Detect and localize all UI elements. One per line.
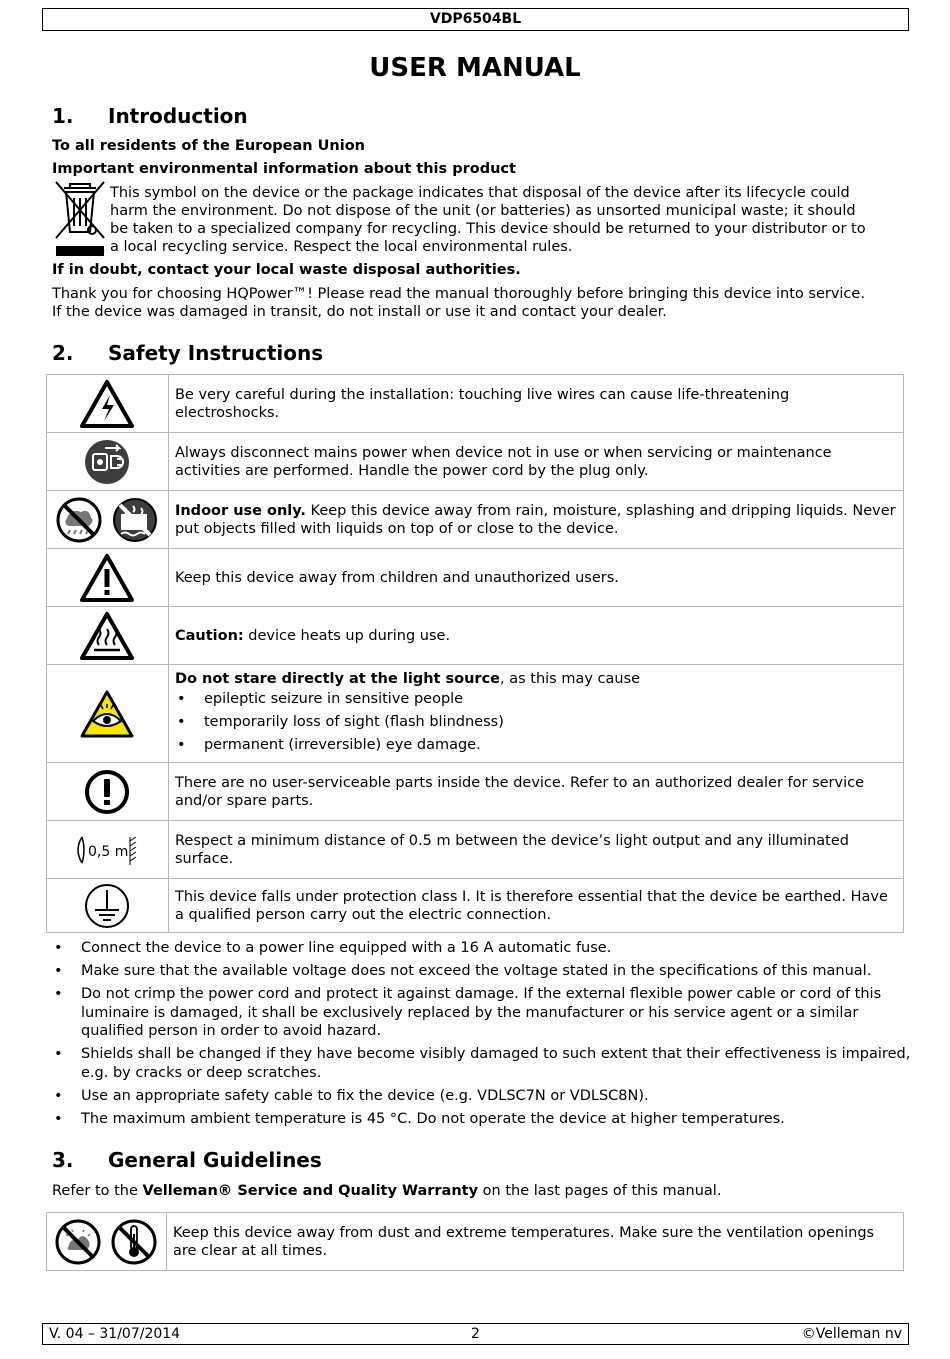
guideline-text: Keep this device away from dust and extreme temperatures. Make sure the ventilation openings are clear at all times. — [166, 1213, 903, 1271]
unplug-icon — [47, 433, 169, 491]
guideline-row — [47, 1213, 904, 1271]
safety-table — [46, 374, 904, 933]
safety-text: There are no user-serviceable parts inside the device. Refer to an authorized dealer for service and/or spare parts. — [168, 763, 903, 821]
safety-bullets — [52, 939, 912, 1128]
list-item: • temporarily loss of sight (flash blindness) — [175, 711, 897, 734]
env-heading: Important environmental information about this product — [52, 161, 516, 177]
safety-text: Always disconnect mains power when device not in use or when servicing or maintenance activities are performed. Handle the power cord by the plug only. — [168, 433, 903, 491]
list-item: • Do not crimp the power cord and protect it against damage. If the external flexible power cable or cord of this luminaire is damaged, it shall be exclusively replaced by the manufacturer or his service agent or a similar qualified person in order to avoid hazard. — [52, 985, 912, 1041]
distance-icon — [47, 821, 169, 879]
no-dust-no-heat-icon — [47, 1213, 167, 1271]
safety-text: Do not stare directly at the light source, as this may cause • epileptic seizure in sensitive people • temporarily loss of sight (flash blindness) • permanent (irreversible) eye damage. — [168, 665, 903, 763]
safety-row — [47, 665, 904, 763]
list-item: • The maximum ambient temperature is 45 °C. Do not operate the device at higher temperatures. — [52, 1110, 912, 1129]
safety-row — [47, 375, 904, 433]
indoor-use-icon — [47, 491, 169, 549]
earth-ground-icon — [47, 879, 169, 933]
list-item: • permanent (irreversible) eye damage. — [175, 734, 897, 757]
section-1-heading: 1. Introduction — [52, 104, 248, 128]
safety-row — [47, 549, 904, 607]
document-footer — [42, 1323, 909, 1345]
safety-text: Respect a minimum distance of 0.5 m between the device’s light output and any illuminated surface. — [168, 821, 903, 879]
hot-surface-icon — [47, 607, 169, 665]
safety-text: This device falls under protection class I. It is therefore essential that the device be earthed. Have a qualified person carry out the electric connection. — [168, 879, 903, 933]
safety-text: Keep this device away from children and unauthorized users. — [168, 549, 903, 607]
footer-version: V. 04 – 31/07/2014 — [49, 1326, 181, 1342]
list-item: • Connect the device to a power line equipped with a 16 A automatic fuse. — [52, 939, 912, 958]
safety-row — [47, 433, 904, 491]
guidelines-intro: Refer to the Velleman® Service and Quality Warranty on the last pages of this manual. — [52, 1183, 722, 1199]
footer-copyright: ©Velleman nv — [801, 1326, 902, 1342]
list-item: • Shields shall be changed if they have become visibly damaged to such extent that their effectiveness is impaired, e.g. by cracks or deep scratches. — [52, 1045, 912, 1082]
eye-hazard-icon — [47, 665, 169, 763]
document-header — [42, 8, 909, 31]
warning-icon — [47, 549, 169, 607]
guidelines-table — [46, 1212, 904, 1271]
list-item: • epileptic seizure in sensitive people — [175, 688, 897, 711]
model-number: VDP6504BL — [429, 11, 522, 27]
safety-text: Indoor use only. Keep this device away from rain, moisture, splashing and dripping liquids. Never put objects filled with liquids on top of or close to the device. — [168, 491, 903, 549]
electric-hazard-icon — [47, 375, 169, 433]
eye-hazard-bullets — [175, 688, 897, 757]
safety-text: Be very careful during the installation: touching live wires can cause life-threatening electroshocks. — [168, 375, 903, 433]
safety-row — [47, 821, 904, 879]
eu-heading: To all residents of the European Union — [52, 138, 365, 154]
list-item: • Make sure that the available voltage does not exceed the voltage stated in the specifications of this manual. — [52, 962, 912, 981]
thanks-paragraph: Thank you for choosing HQPower™! Please read the manual thoroughly before bringing this device into service. If the device was damaged in transit, do not install or use it and contact your dealer. — [52, 286, 865, 320]
safety-text: Caution: device heats up during use. — [168, 607, 903, 665]
safety-row — [47, 491, 904, 549]
page-title: USER MANUAL — [369, 53, 581, 83]
section-2-heading: 2. Safety Instructions — [52, 341, 324, 365]
doubt-notice: If in doubt, contact your local waste disposal authorities. — [52, 262, 521, 278]
safety-row — [47, 879, 904, 933]
safety-row — [47, 607, 904, 665]
important-icon — [47, 763, 169, 821]
weee-text: This symbol on the device or the package indicates that disposal of the device after its lifecycle could harm the environment. Do not dispose of the unit (or batteries) as unsorted municipal waste; it should be taken to a specialized company for recycling. This device should be returned to your distributor or to a local recycling service. Respect the local environmental rules. — [110, 185, 866, 255]
safety-row — [47, 763, 904, 821]
distance-label: 0,5 m — [88, 843, 129, 860]
page-number: 2 — [471, 1326, 480, 1342]
list-item: • Use an appropriate safety cable to fix the device (e.g. VDLSC7N or VDLSC8N). — [52, 1087, 912, 1106]
section-3-heading: 3. General Guidelines — [52, 1148, 322, 1172]
weee-bin-icon — [54, 180, 106, 260]
